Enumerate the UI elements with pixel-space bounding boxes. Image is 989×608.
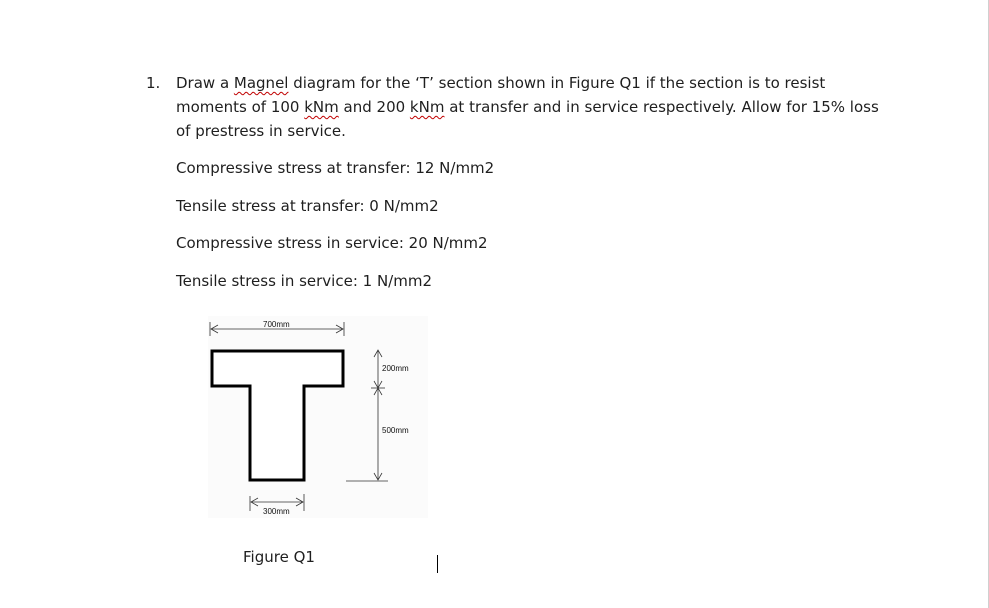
flange-depth-label: 200mm [382,364,409,373]
stress-compressive-service: Compressive stress in service: 20 N/mm2 [176,234,488,252]
t-section-outline [212,351,343,480]
flange-width-label: 700mm [263,320,290,329]
question-text: at transfer and in service respectively. Allow for 15% loss [444,98,879,116]
figure-caption: Figure Q1 [243,548,315,566]
question-number: 1. [146,74,161,92]
spellcheck-word[interactable]: Magnel [233,74,289,92]
question-text: Draw a [176,74,234,92]
text-cursor [437,555,438,573]
question-text: moments of 100 [176,98,305,116]
t-section-figure [208,316,428,518]
spellcheck-word[interactable]: kNm [304,98,339,116]
stress-tensile-service: Tensile stress in service: 1 N/mm2 [176,272,433,290]
question-text: and 200 [338,98,410,116]
question-line-3: of prestress in service. [176,122,346,140]
web-depth-label: 500mm [382,426,409,435]
question-text: diagram for the ‘T’ section shown in Figure Q1 if the section is to resist [288,74,826,92]
stress-compressive-transfer: Compressive stress at transfer: 12 N/mm2 [176,159,495,177]
stress-tensile-transfer: Tensile stress at transfer: 0 N/mm2 [176,197,439,215]
web-width-label: 300mm [263,507,290,516]
spellcheck-word[interactable]: kNm [409,98,445,116]
t-section-drawing [208,316,428,518]
question-line-1 [176,73,825,93]
question-line-2 [176,97,879,117]
